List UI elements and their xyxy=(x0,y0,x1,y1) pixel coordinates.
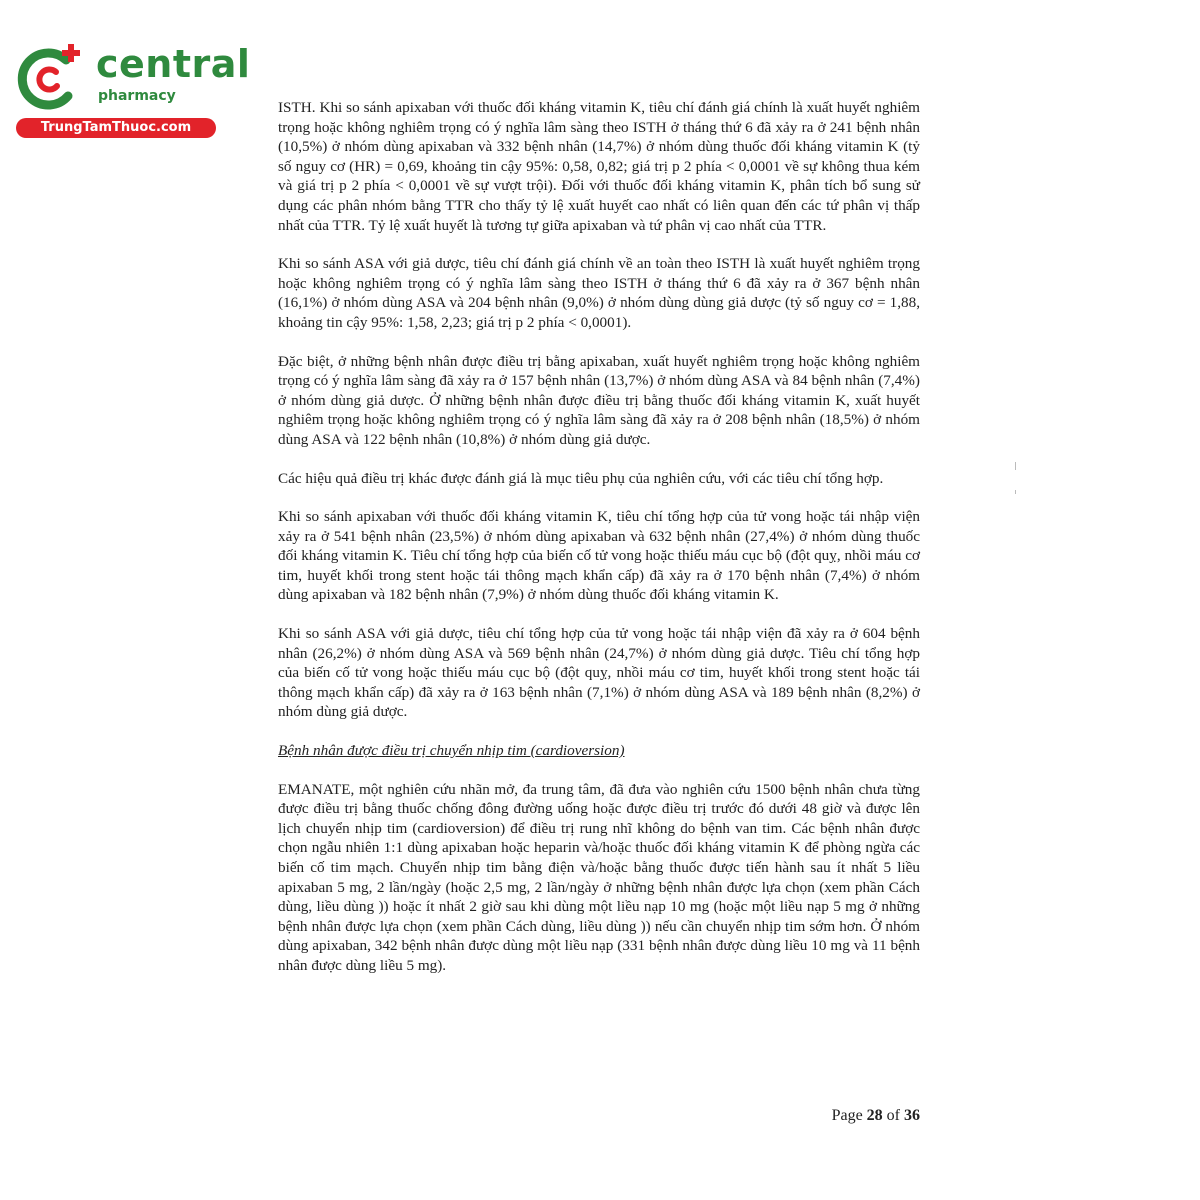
paragraph-5: Khi so sánh apixaban với thuốc đối kháng vitamin K, tiêu chí tổng hợp của tử vong hoặc tái nhập viện xảy ra ở 541 bệnh nhân (23,5%) ở nhóm dùng apixaban và 632 bệnh nhân (27,4%) ở nhóm dùng thuốc đối kháng vitamin K. Tiêu chí tổng hợp của biến cố tử vong hoặc thiếu máu cục bộ (đột quỵ, nhồi máu cơ tim, huyết khối trong stent hoặc tái thông mạch khẩn cấp) đã xảy ra ở 170 bệnh nhân (7,4%) ở nhóm dùng apixaban và 182 bệnh nhân (7,9%) ở nhóm dùng thuốc đối kháng vitamin K. xyxy=(278,508,920,604)
margin-mark xyxy=(1015,462,1016,470)
paragraph-2: Khi so sánh ASA với giả dược, tiêu chí đánh giá chính về an toàn theo ISTH là xuất huyết nghiêm trọng hoặc không nghiêm trọng có ý nghĩa lâm sàng theo ISTH ở tháng thứ 6 đã xảy ra ở 367 bệnh nhân (16,1%) ở nhóm dùng ASA và 204 bệnh nhân (9,0%) ở nhóm dùng dùng giả dược (tỷ số nguy cơ = 1,88, khoảng tin cậy 95%: 1,58, 2,23; giá trị p 2 phía < 0,0001). xyxy=(278,255,920,331)
brand-website-banner: TrungTamThuoc.com xyxy=(16,118,216,138)
central-logo-icon xyxy=(10,38,90,118)
document-body xyxy=(278,98,920,995)
paragraph-6: Khi so sánh ASA với giả dược, tiêu chí tổng hợp của tử vong hoặc tái nhập viện đã xảy ra ở 604 bệnh nhân (26,2%) ở nhóm dùng ASA và 569 bệnh nhân (24,7%) ở nhóm dùng giả dược. Tiêu chí tổng hợp của biến cố tử vong hoặc thiếu máu cục bộ (đột quỵ, nhồi máu cơ tim, huyết khối trong stent hoặc tái thông mạch khẩn cấp) đã xảy ra ở 163 bệnh nhân (7,1%) ở nhóm dùng ASA và 189 bệnh nhân (8,2%) ở nhóm dùng giả dược. xyxy=(278,625,920,721)
paragraph-4: Các hiệu quả điều trị khác được đánh giá là mục tiêu phụ của nghiên cứu, với các tiêu chí tổng hợp. xyxy=(278,469,884,487)
page-total: 36 xyxy=(904,1107,920,1124)
brand-subtitle: pharmacy xyxy=(98,88,176,104)
page-current: 28 xyxy=(866,1107,883,1124)
margin-mark xyxy=(1015,490,1016,494)
section-heading: Bệnh nhân được điều trị chuyển nhịp tim (cardioversion) xyxy=(278,742,625,760)
page-of: of xyxy=(886,1107,900,1124)
page-prefix: Page xyxy=(831,1107,863,1124)
page-number xyxy=(818,1107,920,1125)
paragraph-1: ISTH. Khi so sánh apixaban với thuốc đối kháng vitamin K, tiêu chí đánh giá chính là xuất huyết nghiêm trọng hoặc không nghiêm trọng có ý nghĩa lâm sàng theo ISTH ở tháng thứ 6 đã xảy ra ở 241 bệnh nhân (10,5%) ở nhóm dùng apixaban và 332 bệnh nhân (14,7%) ở nhóm dùng thuốc đối kháng vitamin K (tỷ số nguy cơ (HR) = 0,69, khoảng tin cậy 95%: 0,58, 0,82; giá trị p 2 phía < 0,0001 về sự không thua kém và giá trị p 2 phía < 0,0001 về sự vượt trội). Đối với thuốc đối kháng vitamin K, phân tích bổ sung sử dụng các phân nhóm bằng TTR cho thấy tỷ lệ xuất huyết cao nhất có liên quan đến các tứ phân vị thấp nhất của TTR. Tỷ lệ xuất huyết là tương tự giữa apixaban và tứ phân vị cao nhất của TTR. xyxy=(278,99,920,234)
paragraph-3: Đặc biệt, ở những bệnh nhân được điều trị bằng apixaban, xuất huyết nghiêm trọng hoặc không nghiêm trọng có ý nghĩa lâm sàng đã xảy ra ở 157 bệnh nhân (13,7%) ở nhóm dùng ASA và 84 bệnh nhân (7,4%) ở nhóm dùng giả dược. Ở những bệnh nhân được điều trị bằng thuốc đối kháng vitamin K, xuất huyết nghiêm trọng hoặc không nghiêm trọng có ý nghĩa lâm sàng đã xảy ra ở 208 bệnh nhân (18,5%) ở nhóm dùng ASA và 122 bệnh nhân (10,8%) ở nhóm dùng giả dược. xyxy=(278,352,920,448)
paragraph-7: EMANATE, một nghiên cứu nhãn mở, đa trung tâm, đã đưa vào nghiên cứu 1500 bệnh nhân chưa từng được điều trị bằng thuốc chống đông đường uống hoặc được điều trị trước đó dưới 48 giờ và được lên lịch chuyển nhịp tim (cardioversion) để điều trị rung nhĩ không do bệnh van tim. Các bệnh nhân được chọn ngẫu nhiên 1:1 dùng apixaban hoặc heparin và/hoặc thuốc đối kháng vitamin K để phòng ngừa các biến cố tim mạch. Chuyển nhịp tim bằng điện và/hoặc bằng thuốc được tiến hành sau ít nhất 5 liều apixaban 5 mg, 2 lần/ngày (hoặc 2,5 mg, 2 lần/ngày ở những bệnh nhân được lựa chọn (xem phần Cách dùng, liều dùng )) hoặc ít nhất 2 giờ sau khi dùng một liều nạp 10 mg (hoặc một liều nạp 5 mg ở những bệnh nhân được lựa chọn (xem phần Cách dùng, liều dùng )) nếu cần chuyển nhịp tim sớm hơn. Ở nhóm dùng apixaban, 342 bệnh nhân được dùng một liều nạp (331 bệnh nhân được dùng liều 10 mg và 11 bệnh nhân được dùng liều 5 mg). xyxy=(278,780,920,974)
brand-name: central xyxy=(96,42,251,86)
central-pharmacy-logo xyxy=(8,38,251,138)
